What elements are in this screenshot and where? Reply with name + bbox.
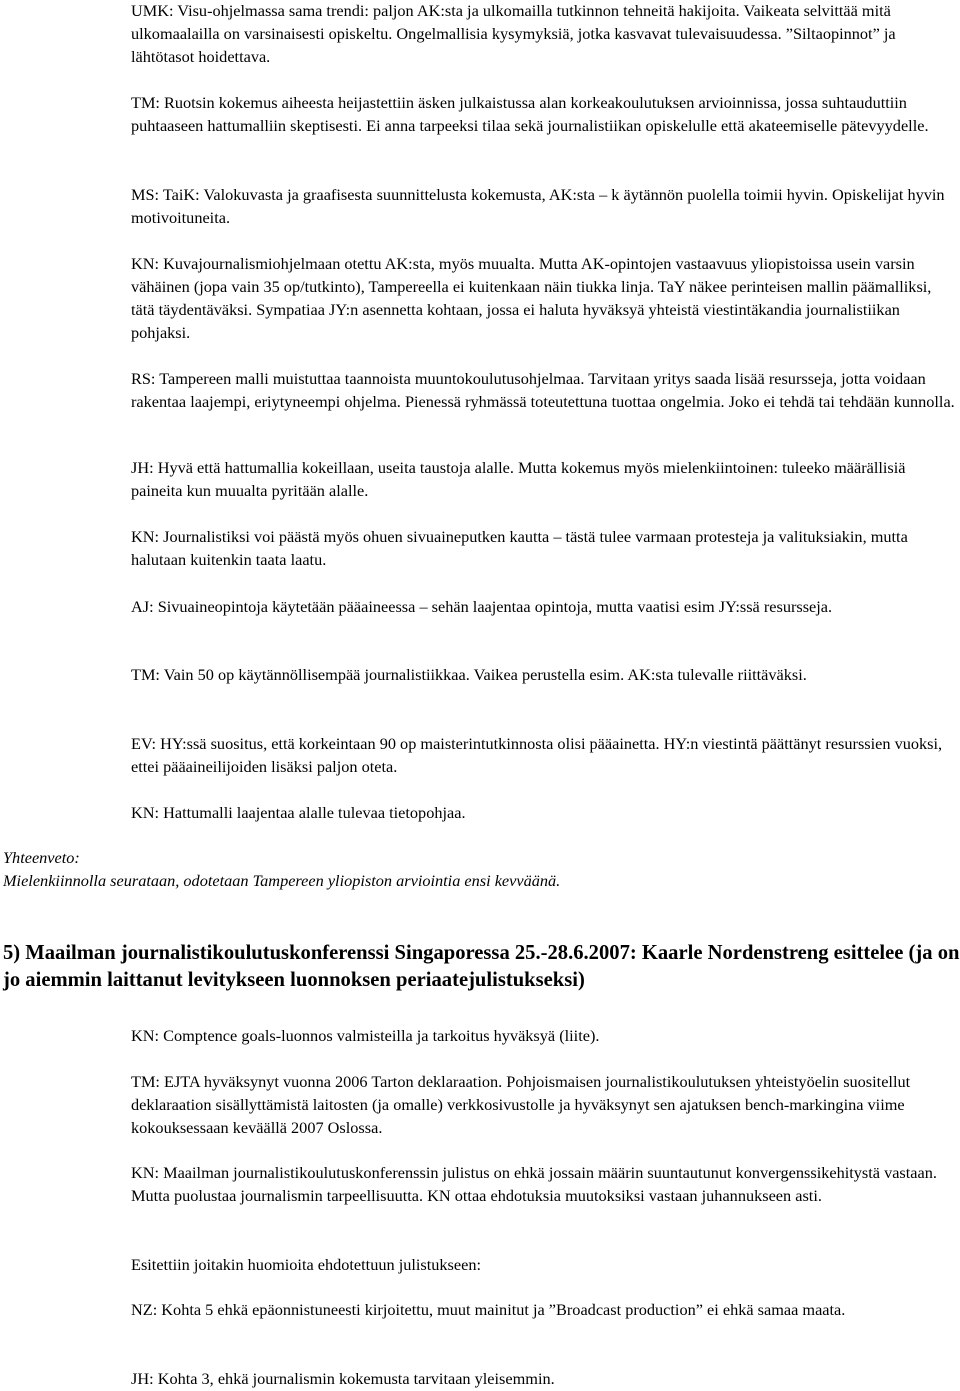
paragraph-rs-tampereen: RS: Tampereen malli muistuttaa taannoista muuntokoulutusohjelmaa. Tarvitaan yritys saada lisää resursseja, jotta voidaan rakentaa laajempi, eriytyneempi ohjelma. Pienessä ryhmässä toteutettuna tuottaa ongelmia. Joko ei tehdä tai tehdään kunnolla. bbox=[131, 369, 955, 411]
paragraph-kn-maailman: KN: Maailman journalistikoulutuskonferenssin julistus on ehkä jossain määrin suuntautunut konvergenssikehitystä vastaan. Mutta puolustaa journalismin tarpeellisuutta. KN ottaa ehdotuksia muutoksiksi vastaan juhannukseen asti. bbox=[131, 1163, 937, 1205]
paragraph-umk: UMK: Visu-ohjelmassa sama trendi: paljon AK:sta ja ulkomailla tutkinnon tehneitä hakijoita. Vaikeata selvittää mitä ulkomaalailla on varsinaisesti opiskeltu. Ongelmallisia kysymyksiä, jotka kasvavat tulevaisuudessa. ”Siltaopinnot” ja lähtötasot hoidettava. bbox=[131, 1, 896, 66]
summary-label: Yhteenveto: bbox=[3, 848, 80, 867]
paragraph-ev-hy: EV: HY:ssä suositus, että korkeintaan 90 op maisterintutkinnosta olisi pääainetta. HY:n viestintä päättänyt resurssien vuoksi, ettei pääaineilijoiden lisäksi paljon oteta. bbox=[131, 734, 943, 776]
paragraph-tm-vain: TM: Vain 50 op käytännöllisempää journalistiikkaa. Vaikea perustella esim. AK:sta tulevalle riittäväksi. bbox=[131, 665, 807, 684]
paragraph-aj-sivuaine: AJ: Sivuaineopintoja käytetään pääaineessa – sehän laajentaa opintoja, mutta vaatisi esim JY:ssä resursseja. bbox=[131, 597, 833, 616]
paragraph-kn-comptence: KN: Comptence goals-luonnos valmisteilla ja tarkoitus hyväksyä (liite). bbox=[131, 1026, 600, 1045]
paragraph-ms-taik: MS: TaiK: Valokuvasta ja graafisesta suunnittelusta kokemusta, AK:sta – k äytännön puolella toimii hyvin. Opiskelijat hyvin motivoituneita. bbox=[131, 185, 945, 227]
paragraph-esitettiin: Esitettiin joitakin huomioita ehdotettuun julistukseen: bbox=[131, 1255, 482, 1274]
paragraph-nz-kohta: NZ: Kohta 5 ehkä epäonnistuneesti kirjoitettu, muut mainitut ja ”Broadcast production” ei ehkä samaa maata. bbox=[131, 1300, 846, 1319]
paragraph-kn-hattumalli: KN: Hattumalli laajentaa alalle tulevaa tietopohjaa. bbox=[131, 803, 466, 822]
paragraph-jh-kohta: JH: Kohta 3, ehkä journalismin kokemusta tarvitaan yleisemmin. bbox=[131, 1369, 555, 1388]
paragraph-kn-kuvajournalismi: KN: Kuvajournalismiohjelmaan otettu AK:sta, myös muualta. Mutta AK-opintojen vastaavuus yliopistoissa usein varsin vähäinen (jopa vain 35 op/tutkinto), Tampereella ei kuitenkaan näin tiukka linja. TaY näkee perinteisen mallin päämalliksi, tätä täydentäväksi. Sympatiaa JY:n asennetta kohtaan, jossa ei haluta hyväksyä yhteistä viestintäkandia journalistiikan pohjaksi. bbox=[131, 254, 932, 342]
summary-text: Mielenkiinnolla seurataan, odotetaan Tampereen yliopiston arviointia ensi kevväänä. bbox=[3, 870, 561, 890]
summary-block bbox=[3, 847, 953, 893]
section-heading: 5) Maailman journalistikoulutuskonferenssi Singaporessa 25.-28.6.2007: Kaarle Nordenstreng esittelee (ja on jo aiemmin laittanut levitykseen luonnoksen periaatejulistukseksi) bbox=[3, 942, 960, 991]
paragraph-tm-ejta: TM: EJTA hyväksynyt vuonna 2006 Tarton deklaraation. Pohjoismaisen journalistikoulutuksen yhteistyöelin suositellut deklaraation sisällyttämistä laitosten (ja omalle) verkkosivustolle ja hyväksynyt sen ajatuksen bench-markingina viime kokouksessaan keväällä 2007 Oslossa. bbox=[131, 1072, 911, 1137]
paragraph-tm-ruotsin: TM: Ruotsin kokemus aiheesta heijastettiin äsken julkaistussa alan korkeakoulutuksen arvioinnissa, jossa suhtauduttiin puhtaaseen hattumalliin skeptisesti. Ei anna tarpeeksi tilaa sekä journalistiikan opiskelulle että akateemiselle pätevyydelle. bbox=[131, 93, 929, 135]
paragraph-jh-hyva: JH: Hyvä että hattumallia kokeillaan, useita taustoja alalle. Mutta kokemus myös mielenkiintoinen: tuleeko määrällisiä paineita kun muualta pyritään alalle. bbox=[131, 458, 906, 500]
paragraph-kn-journalistiksi: KN: Journalistiksi voi päästä myös ohuen sivuaineputken kautta – tästä tulee varmaan protesteja ja valituksiakin, mutta halutaan kuitenkin taata laatu. bbox=[131, 527, 908, 569]
